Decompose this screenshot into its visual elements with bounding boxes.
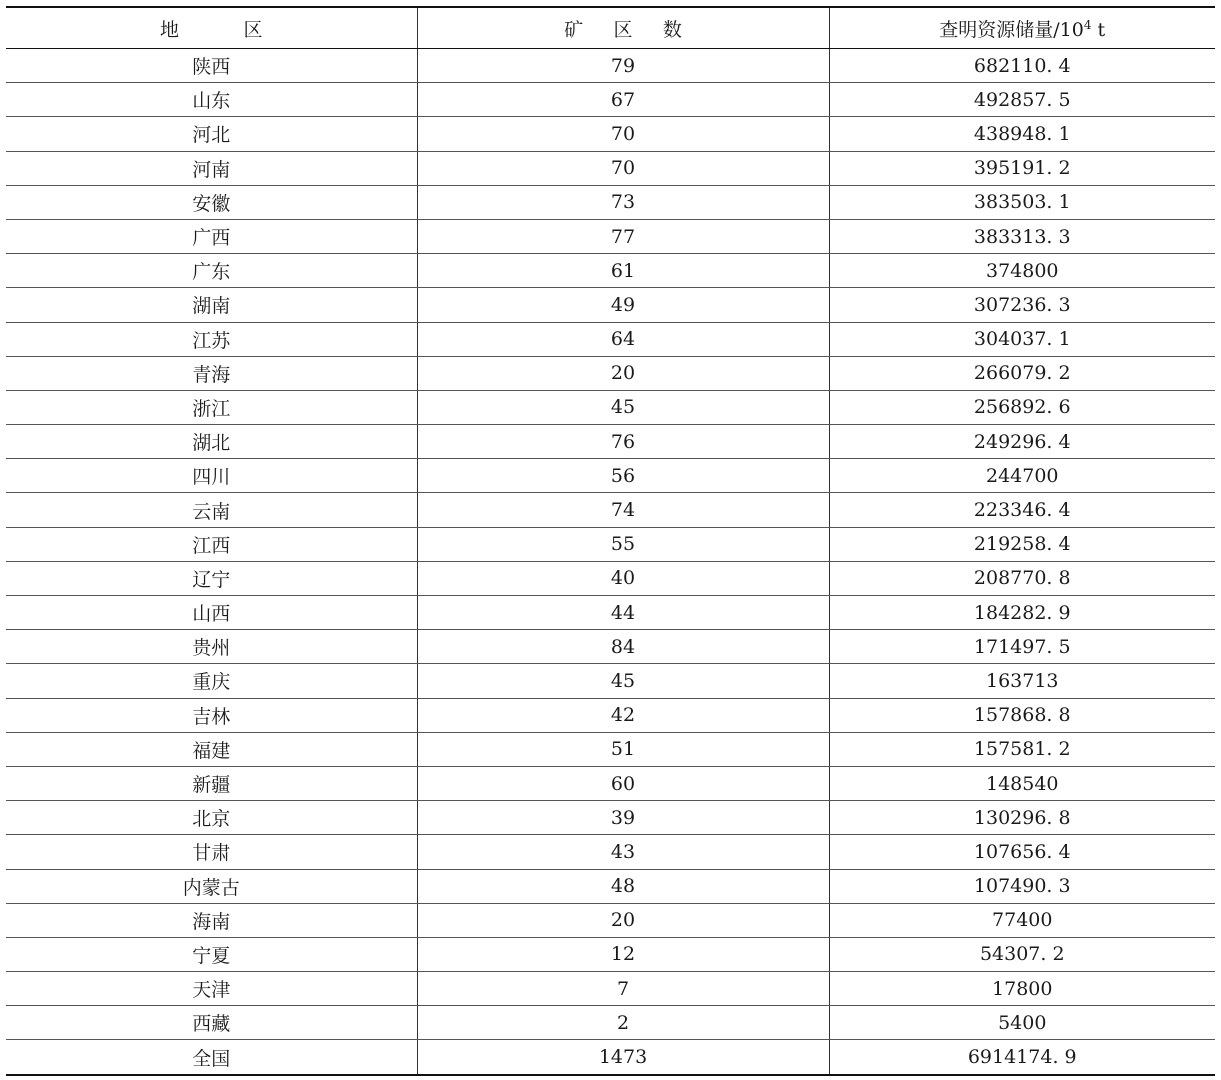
cell-region: 湖北 [6, 425, 417, 459]
cell-reserves: 17800 [829, 972, 1215, 1006]
table-row [6, 390, 1215, 424]
header-region-char-2: 区 [243, 18, 263, 41]
cell-reserves: 107656. 4 [829, 835, 1215, 869]
table-row [6, 630, 1215, 664]
cell-region: 辽宁 [6, 561, 417, 595]
cell-mine-count: 61 [417, 254, 829, 288]
cell-region: 甘肃 [6, 835, 417, 869]
table-row [6, 835, 1215, 869]
cell-mine-count: 1473 [417, 1040, 829, 1075]
cell-region: 江苏 [6, 322, 417, 356]
header-region-char-1: 地 [159, 18, 179, 41]
table-row [6, 596, 1215, 630]
cell-region: 北京 [6, 801, 417, 835]
cell-mine-count: 12 [417, 937, 829, 971]
cell-reserves: 249296. 4 [829, 425, 1215, 459]
cell-reserves: 107490. 3 [829, 869, 1215, 903]
cell-region: 天津 [6, 972, 417, 1006]
cell-reserves: 219258. 4 [829, 527, 1215, 561]
cell-region: 吉林 [6, 698, 417, 732]
cell-region: 全国 [6, 1040, 417, 1075]
cell-reserves: 682110. 4 [829, 49, 1215, 83]
table-row [6, 801, 1215, 835]
cell-mine-count: 70 [417, 117, 829, 151]
table-row [6, 288, 1215, 322]
table-row [6, 698, 1215, 732]
cell-mine-count: 45 [417, 390, 829, 424]
cell-region: 新疆 [6, 766, 417, 800]
cell-reserves: 148540 [829, 766, 1215, 800]
cell-region: 安徽 [6, 185, 417, 219]
cell-mine-count: 55 [417, 527, 829, 561]
cell-reserves: 304037. 1 [829, 322, 1215, 356]
cell-reserves: 307236. 3 [829, 288, 1215, 322]
table-row [6, 83, 1215, 117]
table-row [6, 664, 1215, 698]
cell-mine-count: 56 [417, 459, 829, 493]
cell-region: 江西 [6, 527, 417, 561]
cell-region: 海南 [6, 903, 417, 937]
cell-mine-count: 49 [417, 288, 829, 322]
cell-reserves: 208770. 8 [829, 561, 1215, 595]
cell-mine-count: 40 [417, 561, 829, 595]
table-row [6, 49, 1215, 83]
cell-mine-count: 45 [417, 664, 829, 698]
cell-reserves: 163713 [829, 664, 1215, 698]
cell-region: 西藏 [6, 1006, 417, 1040]
cell-region: 广西 [6, 219, 417, 253]
table-row [6, 937, 1215, 971]
table-row [6, 322, 1215, 356]
table-header [6, 7, 1215, 49]
cell-reserves: 223346. 4 [829, 493, 1215, 527]
cell-mine-count: 67 [417, 83, 829, 117]
table-row [6, 356, 1215, 390]
table-row [6, 903, 1215, 937]
header-count-char-1: 矿 [564, 18, 584, 41]
cell-mine-count: 51 [417, 732, 829, 766]
cell-reserves: 54307. 2 [829, 937, 1215, 971]
table-row [6, 869, 1215, 903]
table-row [6, 117, 1215, 151]
cell-region: 山西 [6, 596, 417, 630]
cell-mine-count: 7 [417, 972, 829, 1006]
cell-mine-count: 64 [417, 322, 829, 356]
cell-mine-count: 79 [417, 49, 829, 83]
cell-reserves: 383313. 3 [829, 219, 1215, 253]
cell-mine-count: 43 [417, 835, 829, 869]
cell-mine-count: 73 [417, 185, 829, 219]
header-count-char-2: 区 [613, 18, 633, 41]
cell-region: 福建 [6, 732, 417, 766]
cell-reserves: 266079. 2 [829, 356, 1215, 390]
cell-region: 宁夏 [6, 937, 417, 971]
table-row [6, 766, 1215, 800]
header-reserves-unit: t [1091, 18, 1106, 41]
cell-reserves: 395191. 2 [829, 151, 1215, 185]
cell-region: 四川 [6, 459, 417, 493]
cell-reserves: 383503. 1 [829, 185, 1215, 219]
cell-mine-count: 44 [417, 596, 829, 630]
cell-mine-count: 20 [417, 903, 829, 937]
cell-mine-count: 42 [417, 698, 829, 732]
cell-region: 内蒙古 [6, 869, 417, 903]
cell-mine-count: 39 [417, 801, 829, 835]
cell-reserves: 374800 [829, 254, 1215, 288]
table-body [6, 49, 1215, 1075]
reserves-table [6, 6, 1215, 1076]
cell-mine-count: 74 [417, 493, 829, 527]
header-row [6, 7, 1215, 49]
header-reserves [829, 7, 1215, 49]
cell-mine-count: 2 [417, 1006, 829, 1040]
table-row [6, 493, 1215, 527]
table-row [6, 151, 1215, 185]
cell-reserves: 184282. 9 [829, 596, 1215, 630]
cell-region: 湖南 [6, 288, 417, 322]
reserves-table-container [6, 6, 1215, 1076]
table-row [6, 561, 1215, 595]
cell-reserves: 438948. 1 [829, 117, 1215, 151]
cell-mine-count: 60 [417, 766, 829, 800]
cell-region: 浙江 [6, 390, 417, 424]
table-row [6, 219, 1215, 253]
table-row [6, 732, 1215, 766]
cell-reserves: 157581. 2 [829, 732, 1215, 766]
cell-reserves: 256892. 6 [829, 390, 1215, 424]
header-reserves-exponent: 4 [1083, 17, 1092, 32]
cell-mine-count: 70 [417, 151, 829, 185]
header-mine-count [417, 7, 829, 49]
cell-region: 贵州 [6, 630, 417, 664]
cell-region: 重庆 [6, 664, 417, 698]
cell-mine-count: 48 [417, 869, 829, 903]
cell-reserves: 130296. 8 [829, 801, 1215, 835]
header-region [6, 7, 417, 49]
cell-mine-count: 76 [417, 425, 829, 459]
cell-region: 广东 [6, 254, 417, 288]
cell-reserves: 6914174. 9 [829, 1040, 1215, 1075]
cell-reserves: 5400 [829, 1006, 1215, 1040]
table-row [6, 527, 1215, 561]
cell-mine-count: 84 [417, 630, 829, 664]
cell-mine-count: 20 [417, 356, 829, 390]
cell-region: 河南 [6, 151, 417, 185]
cell-reserves: 244700 [829, 459, 1215, 493]
cell-reserves: 171497. 5 [829, 630, 1215, 664]
cell-region: 河北 [6, 117, 417, 151]
cell-reserves: 157868. 8 [829, 698, 1215, 732]
table-row [6, 1040, 1215, 1075]
cell-region: 山东 [6, 83, 417, 117]
table-row [6, 459, 1215, 493]
cell-reserves: 492857. 5 [829, 83, 1215, 117]
table-row [6, 972, 1215, 1006]
table-row [6, 254, 1215, 288]
cell-region: 云南 [6, 493, 417, 527]
cell-mine-count: 77 [417, 219, 829, 253]
table-row [6, 425, 1215, 459]
table-row [6, 185, 1215, 219]
header-count-char-3: 数 [662, 18, 682, 41]
cell-region: 陕西 [6, 49, 417, 83]
cell-region: 青海 [6, 356, 417, 390]
table-row [6, 1006, 1215, 1040]
cell-reserves: 77400 [829, 903, 1215, 937]
header-reserves-label: 查明资源储量/10 [939, 18, 1084, 41]
